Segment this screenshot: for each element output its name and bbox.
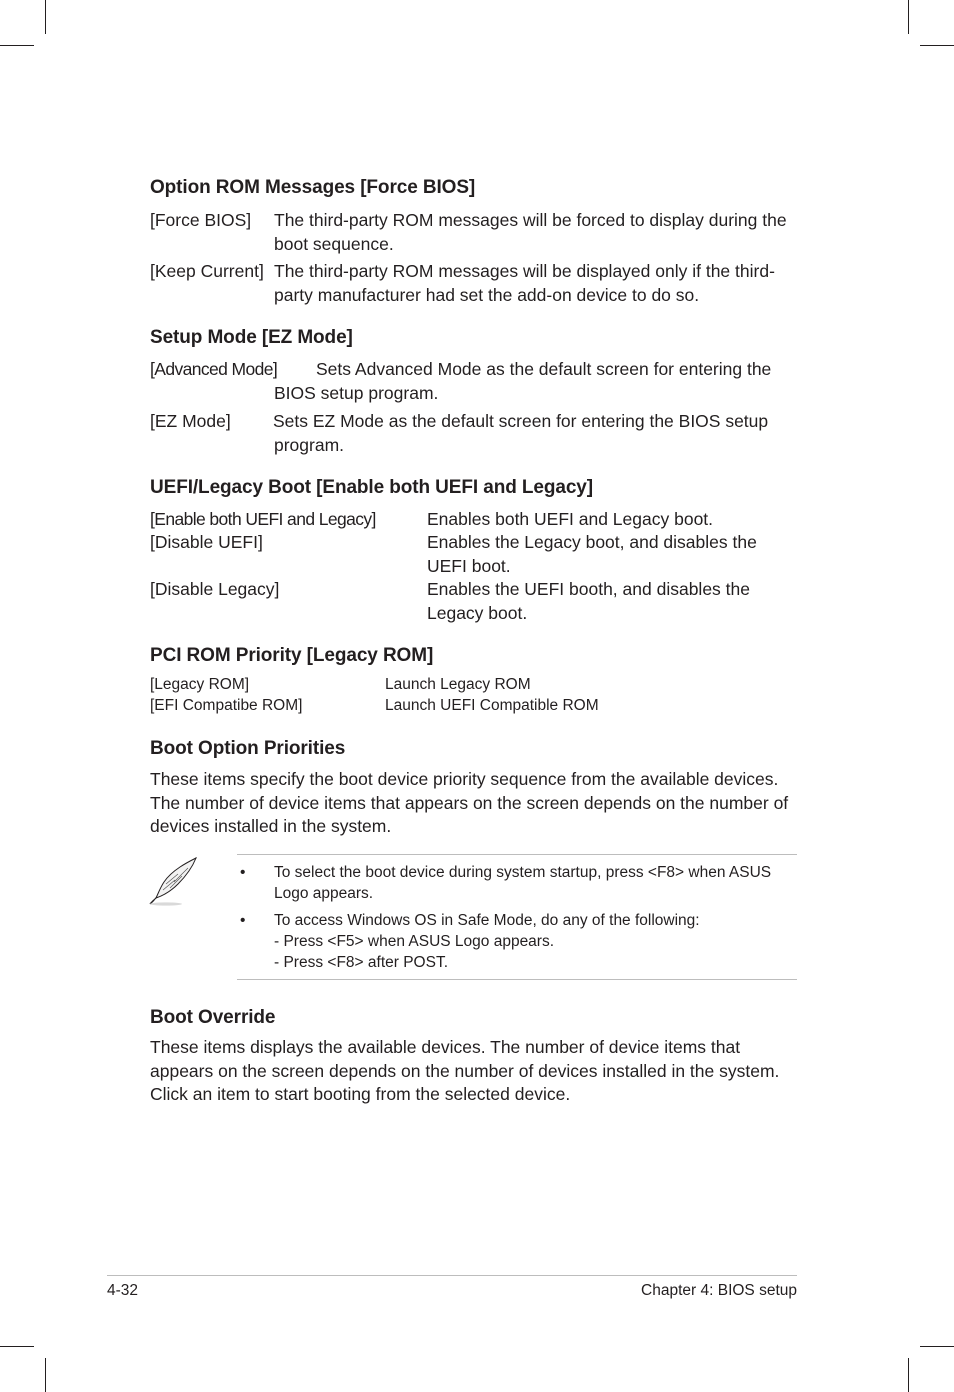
option-desc: program. [274,434,345,455]
crop-mark [0,1346,34,1347]
crop-mark [0,45,34,46]
note-text: To access Windows OS in Safe Mode, do any of the following: [274,912,700,929]
option-desc: The third-party ROM messages will be forced to display during the [274,210,787,230]
option-desc: Enables the UEFI booth, and disables the [427,579,750,599]
crop-mark [908,0,909,34]
note-item [240,910,796,974]
option-key: [Keep Current] [150,261,264,281]
crop-mark [908,1358,909,1392]
note-text: To select the boot device during system startup, press <F8> when ASUS [274,864,772,881]
option-desc: Sets EZ Mode as the default screen for entering the BIOS setup [273,411,769,431]
crop-mark [920,1346,954,1347]
option-key: [Enable both UEFI and Legacy] [150,509,376,529]
option-desc: Sets Advanced Mode as the default screen for entering the [316,359,772,379]
section-heading-uefi-legacy: UEFI/Legacy Boot [Enable both UEFI and Legacy] [150,477,594,498]
option-key: [Force BIOS] [150,210,252,230]
crop-mark [45,0,46,34]
option-desc: Legacy boot. [427,602,528,623]
option-key: [EZ Mode] [150,411,231,431]
boot-priorities-text: These items specify the boot device priority sequence from the available devices. The number of device items that appears on the screen depends on the number of devices installed in the system. [150,769,789,836]
note-icon [148,854,204,908]
option-desc: Launch UEFI Compatible ROM [385,697,599,714]
section-heading-pci-rom: PCI ROM Priority [Legacy ROM] [150,645,434,666]
option-desc: Launch Legacy ROM [385,676,531,693]
page-number: 4-32 [107,1282,139,1299]
option-desc: party manufacturer had set the add-on device to do so. [274,284,700,305]
note-text: - Press <F8> after POST. [274,954,449,971]
option-key: [EFI Compatibe ROM] [150,697,303,714]
option-desc: Enables both UEFI and Legacy boot. [427,509,714,529]
option-desc: BIOS setup program. [274,382,439,403]
boot-override-text: These items displays the available devices. The number of device items that appears on the screen depends on the number of devices installed in the system. Click an item to start booting from the selected device. [150,1037,780,1104]
feather-pen-icon [148,854,204,908]
option-key: [Legacy ROM] [150,676,250,693]
option-key: [Advanced Mode] [150,359,278,379]
option-key: [Disable UEFI] [150,532,263,552]
option-desc: boot sequence. [274,233,394,254]
bullet: • [240,864,246,881]
option-desc: UEFI boot. [427,555,511,576]
note-text: Logo appears. [274,885,374,902]
footer-rule [107,1275,797,1276]
bullet: • [240,912,246,929]
option-key: [Disable Legacy] [150,579,280,599]
note-text: - Press <F5> when ASUS Logo appears. [274,933,555,950]
chapter-title: Chapter 4: BIOS setup [641,1282,797,1299]
crop-mark [920,45,954,46]
note-top-rule [237,854,797,855]
crop-mark [45,1358,46,1392]
section-heading-boot-priorities: Boot Option Priorities [150,738,346,759]
option-desc: Enables the Legacy boot, and disables the [427,532,757,552]
note-item [240,862,796,906]
section-heading-option-rom: Option ROM Messages [Force BIOS] [150,177,476,198]
section-heading-setup-mode: Setup Mode [EZ Mode] [150,327,353,348]
section-heading-boot-override: Boot Override [150,1007,276,1028]
option-desc: The third-party ROM messages will be displayed only if the third- [274,261,775,281]
note-bottom-rule [237,979,797,980]
